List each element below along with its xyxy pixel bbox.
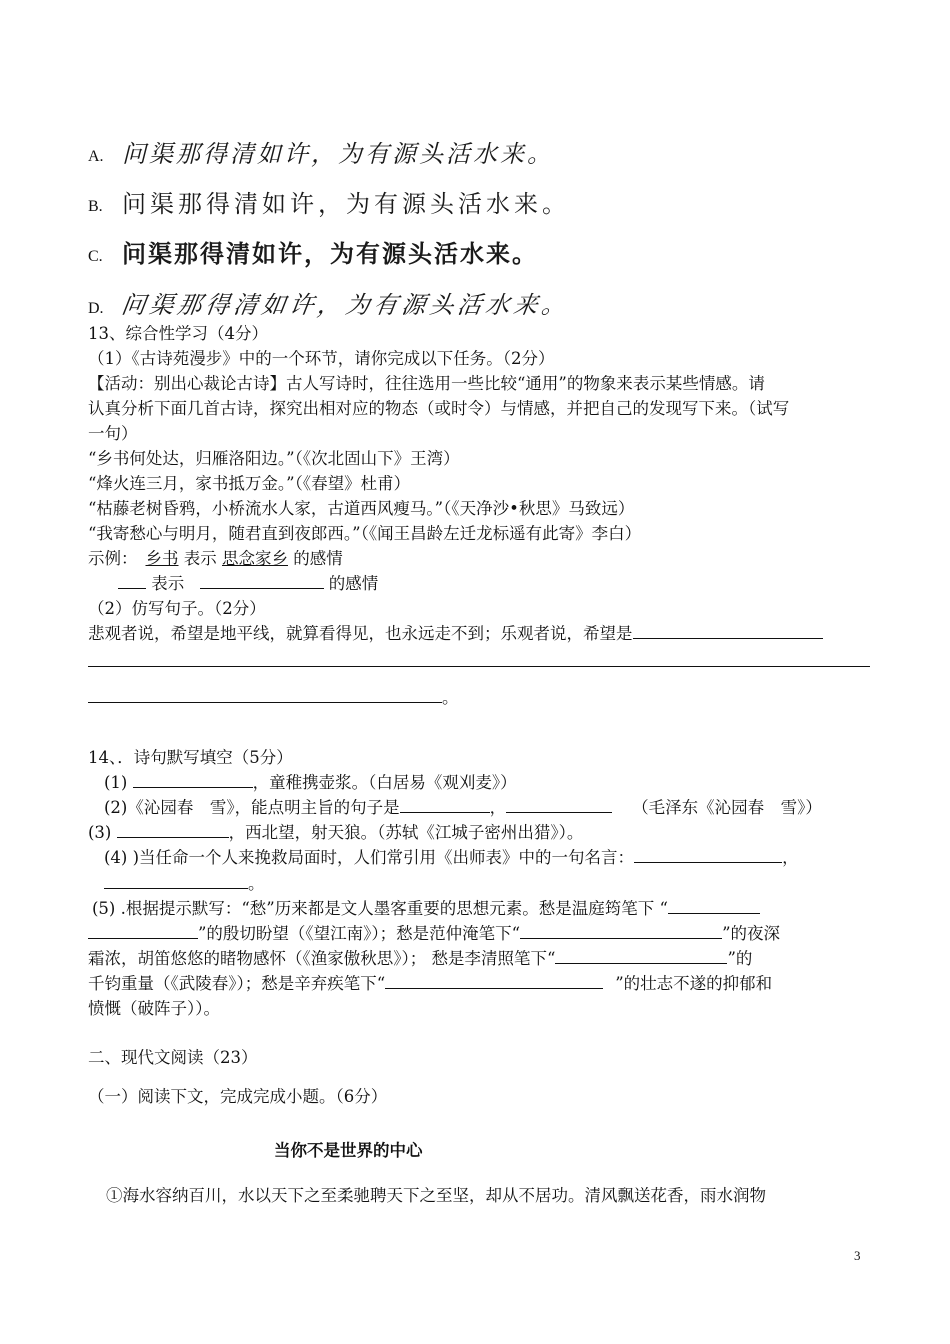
q14-line1 bbox=[104, 771, 517, 795]
q14-blank-3[interactable] bbox=[117, 821, 229, 838]
q14-l3-suffix: ，西北望，射天狼。（苏轼《江城子密州出猎》）。 bbox=[228, 823, 584, 842]
q13-poem4: “我寄愁心与明月，随君直到夜郎西。”（《闻王昌龄左迁龙标遥有此寄》李白） bbox=[88, 524, 642, 543]
q13-answer-line bbox=[88, 572, 378, 596]
q14-line7 bbox=[88, 947, 752, 971]
q14-line9: 愤慨（破阵子））。 bbox=[88, 999, 220, 1018]
q13-activity-line2: 认真分析下面几首古诗，探究出相对应的物态（或时令）与情感，并把自己的发现写下来。（试写 bbox=[88, 399, 790, 418]
example-mid: 表示 bbox=[178, 549, 222, 568]
q14-l2-suffix: （毛泽东《沁园春 雪》） bbox=[632, 798, 822, 817]
q14-blank-5e[interactable] bbox=[385, 972, 603, 989]
q14-blank-1[interactable] bbox=[133, 771, 253, 788]
option-b-label: B. bbox=[88, 198, 103, 215]
q13-imitate bbox=[88, 622, 823, 646]
q14-line4 bbox=[104, 846, 799, 870]
q14-l4-comma: ， bbox=[782, 848, 799, 867]
imitate-end-mark: 。 bbox=[442, 688, 459, 707]
article-paragraph-1: ①海水容纳百川，水以天下之至柔驰聘天下之至坚，却从不居功。清风飘送花香，雨水润物 bbox=[106, 1186, 766, 1205]
q13-poem3: “枯藤老树昏鸦，小桥流水人家，古道西风瘦马。”（《天净沙•秋思》马致远） bbox=[88, 499, 635, 518]
q13-activity-line3: 一句） bbox=[88, 424, 138, 443]
q14-blank-2b[interactable] bbox=[506, 796, 612, 813]
part2-title: 二、现代文阅读（23） bbox=[88, 1048, 258, 1067]
q13-example bbox=[88, 547, 343, 571]
q14-line4b bbox=[104, 872, 265, 896]
q14-blank-4a[interactable] bbox=[634, 846, 782, 863]
option-a-label: A. bbox=[88, 148, 104, 165]
q14-l2-prefix: (2)《沁园春 雪》，能点明主旨的句子是 bbox=[104, 798, 400, 817]
part2-sub: （一）阅读下文，完成完成小题。（6分） bbox=[88, 1087, 388, 1106]
page-number: 3 bbox=[854, 1248, 861, 1263]
q14-l5-prefix: (5) .根据提示默写：“愁”历来都是文人墨客重要的思想元素。愁是温庭筠笔下 “ bbox=[92, 899, 668, 918]
q13-poem2: “烽火连三月，家书抵万金。”（《春望》杜甫） bbox=[88, 474, 411, 493]
q14-blank-5d[interactable] bbox=[555, 947, 727, 964]
imitate-blank-1[interactable] bbox=[633, 622, 823, 639]
option-b-handwriting: 问渠那得清如许，为有源头活水来。 bbox=[122, 190, 570, 218]
example-emotion: 思念家乡 bbox=[222, 549, 288, 568]
q13-sub1: （1）《古诗苑漫步》中的一个环节，请你完成以下任务。（2分） bbox=[88, 349, 555, 368]
q14-l7-end: ”的 bbox=[727, 949, 753, 968]
q14-l8-end: ”的壮志不遂的抑郁和 bbox=[615, 974, 773, 993]
q14-blank-4b[interactable] bbox=[104, 872, 248, 889]
q14-l8-mid: 千钧重量（《武陵春》）；愁是辛弃疾笔下“ bbox=[88, 974, 386, 993]
q14-l1-prefix: (1) bbox=[104, 773, 133, 792]
object-blank[interactable] bbox=[118, 572, 146, 589]
q14-blank-5c[interactable] bbox=[520, 922, 722, 939]
q13-poem1: “乡书何处达，归雁洛阳边。”（《次北固山下》王湾） bbox=[88, 449, 460, 468]
article-title: 当你不是世界的中心 bbox=[274, 1141, 423, 1160]
example-suffix: 的感情 bbox=[288, 549, 343, 568]
q14-line8 bbox=[88, 972, 772, 996]
q14-l3-prefix: (3) bbox=[88, 823, 117, 842]
example-word: 乡书 bbox=[145, 549, 179, 568]
q14-l4-prefix: (4) )当任命一个人来挽救局面时，人们常引用《出师表》中的一句名言： bbox=[104, 848, 635, 867]
imitate-blank-2[interactable] bbox=[88, 666, 870, 667]
option-d-label: D. bbox=[88, 300, 104, 317]
option-c-handwriting: 问渠那得清如许，为有源头活水来。 bbox=[122, 240, 538, 268]
q14-line2 bbox=[104, 796, 822, 820]
q14-l6-mid: ”的殷切盼望（《望江南》）；愁是范仲淹笔下“ bbox=[198, 924, 521, 943]
option-c-label: C. bbox=[88, 248, 103, 265]
q13-sub2: （2）仿写句子。（2分） bbox=[88, 599, 266, 618]
q13-title: 13、综合性学习（4分） bbox=[88, 324, 268, 343]
q14-line6 bbox=[88, 922, 780, 946]
q14-blank-2a[interactable] bbox=[400, 796, 490, 813]
q14-blank-5b[interactable] bbox=[88, 922, 198, 939]
q14-line5 bbox=[92, 897, 760, 921]
example-prefix: 示例： bbox=[88, 549, 138, 568]
q14-line3 bbox=[88, 821, 583, 845]
blank-mid: 表示 bbox=[146, 574, 190, 593]
q14-l1-suffix: ，童稚携壶浆。（白居易《观刈麦》） bbox=[252, 773, 517, 792]
imitate-blank-3[interactable] bbox=[88, 686, 442, 703]
q14-l6-end: ”的夜深 bbox=[722, 924, 781, 943]
q14-l7-mid: 霜浓，胡笛悠悠的睹物感怀（《渔家傲秋思》）； 愁是李清照笔下“ bbox=[88, 949, 556, 968]
emotion-blank[interactable] bbox=[200, 572, 324, 589]
q13-imitate-end bbox=[88, 686, 459, 710]
option-a-handwriting: 问渠那得清如许，为有源头活水来。 bbox=[122, 140, 554, 168]
q14-l2-comma: ， bbox=[489, 798, 507, 817]
q14-l4-end: 。 bbox=[248, 874, 265, 893]
imitate-text: 悲观者说，希望是地平线，就算看得见，也永远走不到；乐观者说，希望是 bbox=[88, 624, 633, 643]
q13-activity-line1: 【活动：别出心裁论古诗】古人写诗时，往往选用一些比较“通用”的物象来表示某些情感。请 bbox=[88, 374, 765, 393]
blank-suffix: 的感情 bbox=[323, 574, 379, 593]
q14-title: 14、．诗句默写填空（5分） bbox=[88, 748, 293, 767]
option-d-handwriting: 问渠那得清如许，为有源头活水来。 bbox=[119, 291, 572, 319]
q14-blank-5a[interactable] bbox=[668, 897, 760, 914]
